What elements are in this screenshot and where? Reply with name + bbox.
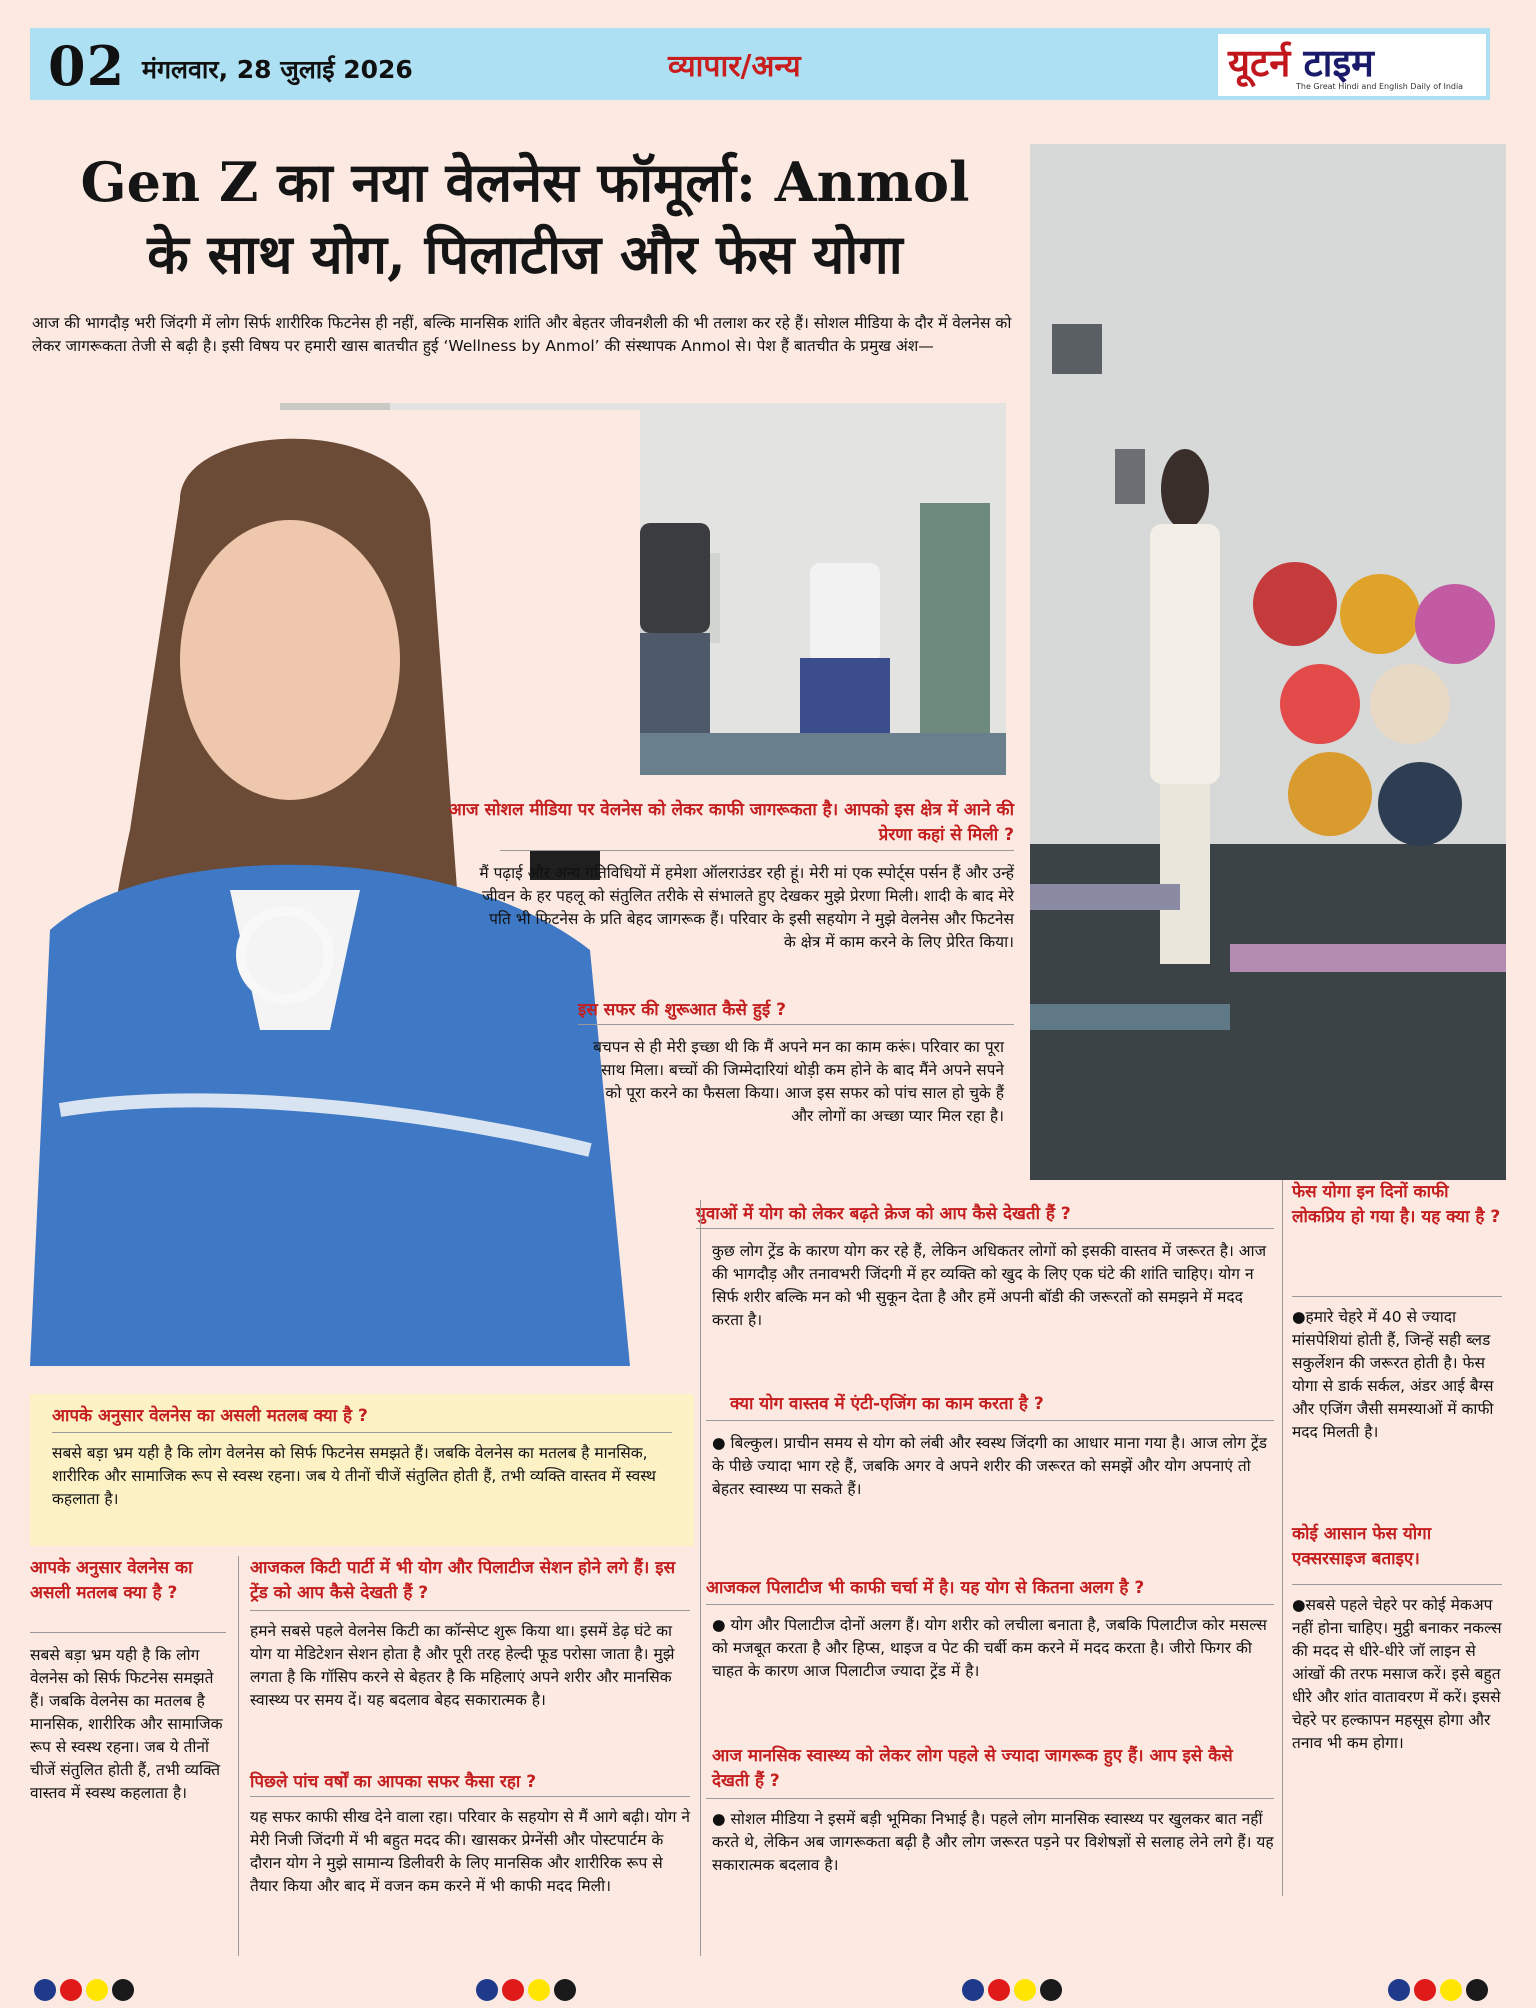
divider <box>696 1228 1274 1229</box>
divider <box>250 1610 690 1611</box>
studio-photo <box>1030 144 1506 1180</box>
divider <box>30 1632 226 1633</box>
dot-red <box>502 1979 524 2001</box>
studio-photo-illustration <box>1030 144 1506 1180</box>
column-divider <box>238 1556 239 1956</box>
divider <box>706 1420 1274 1421</box>
divider <box>500 850 1014 851</box>
col1-answer: सबसे बड़ा भ्रम यही है कि लोग वेलनेस को सिर्फ फिटनेस समझते हैं। जबकि वेलनेस का मतलब है मानसिक, शारीरिक और सामाजिक रूप से स्वस्थ रहना। जब ये तीनों चीजें संतुलित होती हैं, तभी व्यक्ति वास्तव में स्वस्थ कहलाता है। <box>30 1646 223 1802</box>
headline <box>30 146 1020 290</box>
dot-red <box>1414 1979 1436 2001</box>
column-divider <box>700 1200 701 1956</box>
dot-red <box>988 1979 1010 2001</box>
col2-question-kitty: आजकल किटी पार्टी में भी योग और पिलाटीज सेशन होने लगे हैं। इस ट्रेंड को आप कैसे देखती हैं ? <box>250 1558 676 1603</box>
answer-pilates: ● योग और पिलाटीज दोनों अलग हैं। योग शरीर को लचीला बनाता है, जबकि पिलाटीज कोर मसल्स को मजबूत करता है और हिप्स, थाइज व पेट की चर्बी कम करने में मदद करता है। जीरो फिगर की चाहत के कारण आज पिलाटीज ज्यादा ट्रेंड में है। <box>712 1616 1267 1680</box>
right-question-exercise: कोई आसान फेस योगा एक्सरसाइज बताइए। <box>1292 1524 1432 1569</box>
question-anti-aging: क्या योग वास्तव में एंटी-एजिंग का काम करता है ? <box>730 1394 1044 1414</box>
answer-mental-health: ● सोशल मीडिया ने इसमें बड़ी भूमिका निभाई है। पहले लोग मानसिक स्वास्थ्य पर खुलकर बात नहीं करते थे, लेकिन अब जागरूकता बढ़ी है और लोग जरूरत पड़ने पर विशेषज्ञों से सलाह लेने लगे हैं। यह सकारात्मक बदलाव है। <box>712 1810 1274 1874</box>
dot-navy <box>1388 1979 1410 2001</box>
newspaper-logo <box>1218 34 1486 96</box>
right-answer-exercise: ●सबसे पहले चेहरे पर कोई मेकअप नहीं होना चाहिए। मुट्ठी बनाकर नकल्स की मदद से धीरे-धीरे जॉ लाइन से आंखों की तरफ मसाज करें। इसे बहुत धीरे और शांत वातावरण में करें। इससे चेहरे पर हल्कापन महसूस होगा और तनाव भी कम होगा। <box>1292 1596 1502 1752</box>
col2-answer-kitty: हमने सबसे पहले वेलनेस किटी का कॉन्सेप्ट शुरू किया था। इसमें डेढ़ घंटे का योग या मेडिटेशन सेशन होता है और पूरी तरह हेल्दी फूड परोसा जाता है। मुझे लगता है कि गॉसिप करने से बेहतर है कि महिलाएं अपने शरीर और मानसिक स्वास्थ्य पर समय दें। यह बदलाव बेहद सकारात्मक है। <box>250 1622 675 1709</box>
logo-wordmark: यूटर्न टाइम <box>1228 41 1374 85</box>
col1-question: आपके अनुसार वेलनेस का असली मतलब क्या है ? <box>30 1558 193 1603</box>
column-divider <box>1282 1180 1283 1896</box>
box-answer: सबसे बड़ा भ्रम यही है कि लोग वेलनेस को सिर्फ फिटनेस समझते हैं। जबकि वेलनेस का मतलब है मानसिक, शारीरिक और सामाजिक रूप से स्वस्थ रहना। जब ये तीनों चीजें संतुलित होती हैं, तभी व्यक्ति वास्तव में स्वस्थ कहलाता है। <box>52 1444 656 1508</box>
headline-line-2: के साथ योग, पिलाटीज और फेस योगा <box>147 222 903 286</box>
dot-yellow <box>1440 1979 1462 2001</box>
intro-paragraph: आज की भागदौड़ भरी जिंदगी में लोग सिर्फ शारीरिक फिटनेस ही नहीं, बल्कि मानसिक शांति और बेहतर जीवनशैली की भी तलाश कर रहे हैं। सोशल मीडिया के दौर में वेलनेस को लेकर जागरूकता तेजी से बढ़ी है। इसी विषय पर हमारी खास बातचीत हुई ‘Wellness by Anmol’ की संस्थापक Anmol से। पेश हैं बातचीत के प्रमुख अंश— <box>32 314 1012 355</box>
registration-dots-left <box>34 1979 134 2001</box>
dot-black <box>554 1979 576 2001</box>
divider <box>52 1432 672 1433</box>
divider <box>706 1798 1274 1799</box>
answer-anti-aging: ● बिल्कुल। प्राचीन समय से योग को लंबी और स्वस्थ जिंदगी का आधार माना गया है। आज लोग ट्रेंड के पीछे ज्यादा भाग रहे हैं, जबकि अगर वे अपने शरीर की जरूरत को समझें और योग अपनाएं तो बेहतर स्वास्थ्य पा सकते हैं। <box>712 1434 1267 1498</box>
registration-dots-center-left <box>476 1979 576 2001</box>
registration-dots-right <box>1388 1979 1488 2001</box>
col2-answer-five-years: यह सफर काफी सीख देने वाला रहा। परिवार के सहयोग से मैं आगे बढ़ी। योग ने मेरी निजी जिंदगी में भी बहुत मदद की। खासकर प्रेग्नेंसी और पोस्टपार्टम के दौरान योग ने मुझे सामान्य डिलीवरी के लिए मानसिक और शारीरिक रूप से तैयार किया और बाद में वजन कम करने में भी काफी मदद मिली। <box>250 1808 690 1895</box>
dot-red <box>60 1979 82 2001</box>
dot-yellow <box>1014 1979 1036 2001</box>
dot-black <box>112 1979 134 2001</box>
divider <box>1292 1584 1502 1585</box>
answer-journey-start: बचपन से ही मेरी इच्छा थी कि मैं अपने मन का काम करूं। परिवार का पूरा साथ मिला। बच्चों की जिम्मेदारियां थोड़ी कम होने के बाद मैंने अपने सपने को पूरा करने का फैसला किया। आज इस सफर को पांच साल हो चुके हैं और लोगों का अच्छा प्यार मिल रहा है। <box>593 1038 1004 1125</box>
print-registration-bar <box>0 1964 1536 2008</box>
dot-navy <box>962 1979 984 2001</box>
dot-black <box>1040 1979 1062 2001</box>
dot-navy <box>476 1979 498 2001</box>
dot-yellow <box>86 1979 108 2001</box>
page-number: 02 <box>48 34 126 98</box>
col2-question-five-years: पिछले पांच वर्षों का आपका सफर कैसा रहा ? <box>250 1772 537 1792</box>
question-mental-health: आज मानसिक स्वास्थ्य को लेकर लोग पहले से ज्यादा जागरूक हुए हैं। आप इसे कैसे देखती हैं ? <box>712 1746 1233 1791</box>
right-answer-face-yoga: ●हमारे चेहरे में 40 से ज्यादा मांसपेशियां होती हैं, जिन्हें सही ब्लड सकुर्लेशन की जरूरत होती है। फेस योगा से डार्क सर्कल, अंडर आई बैग्स और एजिंग जैसी समस्याओं में काफी मदद मिलती है। <box>1292 1308 1494 1441</box>
dot-navy <box>34 1979 56 2001</box>
logo-tagline: The Great Hindi and English Daily of India <box>1296 82 1464 91</box>
divider <box>250 1796 690 1797</box>
box-question: आपके अनुसार वेलनेस का असली मतलब क्या है ? <box>52 1406 368 1426</box>
answer-inspiration: मैं पढ़ाई और अन्य गतिविधियों में हमेशा ऑलराउंडर रही हूं। मेरी मां एक स्पोर्ट्स पर्सन हैं और उन्हें जीवन के हर पहलू को संतुलित तरीके से संभालते हुए देखकर मुझे प्रेरणा मिली। शादी के बाद मेरे पति भी फिटनेस के प्रति बेहद जागरूक हैं। परिवार के इसी सहयोग ने मुझे वेलनेस और फिटनेस के क्षेत्र में काम करने के लिए प्रेरित किया। <box>479 864 1014 951</box>
question-pilates: आजकल पिलाटीज भी काफी चर्चा में है। यह योग से कितना अलग है ? <box>706 1578 1145 1598</box>
highlight-box <box>30 1394 694 1546</box>
question-journey-start: इस सफर की शुरूआत कैसे हुई ? <box>578 1000 786 1020</box>
question-inspiration: आज सोशल मीडिया पर वेलनेस को लेकर काफी जागरूकता है। आपको इस क्षेत्र में आने की प्रेरणा कहां से मिली ? <box>448 800 1014 845</box>
section-label: व्यापार/अन्य <box>668 49 801 84</box>
divider <box>1292 1296 1502 1297</box>
dot-yellow <box>528 1979 550 2001</box>
question-youth-yoga: युवाओं में योग को लेकर बढ़ते क्रेज को आप कैसे देखती हैं ? <box>696 1204 1071 1224</box>
registration-dots-center-right <box>962 1979 1062 2001</box>
answer-youth-yoga: कुछ लोग ट्रेंड के कारण योग कर रहे हैं, लेकिन अधिकतर लोगों को इसकी वास्तव में जरूरत है। आज की भागदौड़ और तनावभरी जिंदगी में हर व्यक्ति को खुद के लिए एक घंटे की शांति चाहिए। योग न सिर्फ शरीर बल्कि मन को भी सुकून देता है और हमें अपनी बॉडी की जरूरतों को समझने में मदद करता है। <box>712 1242 1267 1329</box>
divider <box>578 1024 1014 1025</box>
headline-line-1: Gen Z का नया वेलनेस फॉमूर्ला: Anmol <box>80 150 970 214</box>
dateline: मंगलवार, 28 जुलाई 2026 <box>142 55 413 84</box>
right-question-face-yoga: फेस योगा इन दिनों काफी लोकप्रिय हो गया है। यह क्या है ? <box>1292 1182 1501 1227</box>
dot-black <box>1466 1979 1488 2001</box>
divider <box>706 1604 1274 1605</box>
